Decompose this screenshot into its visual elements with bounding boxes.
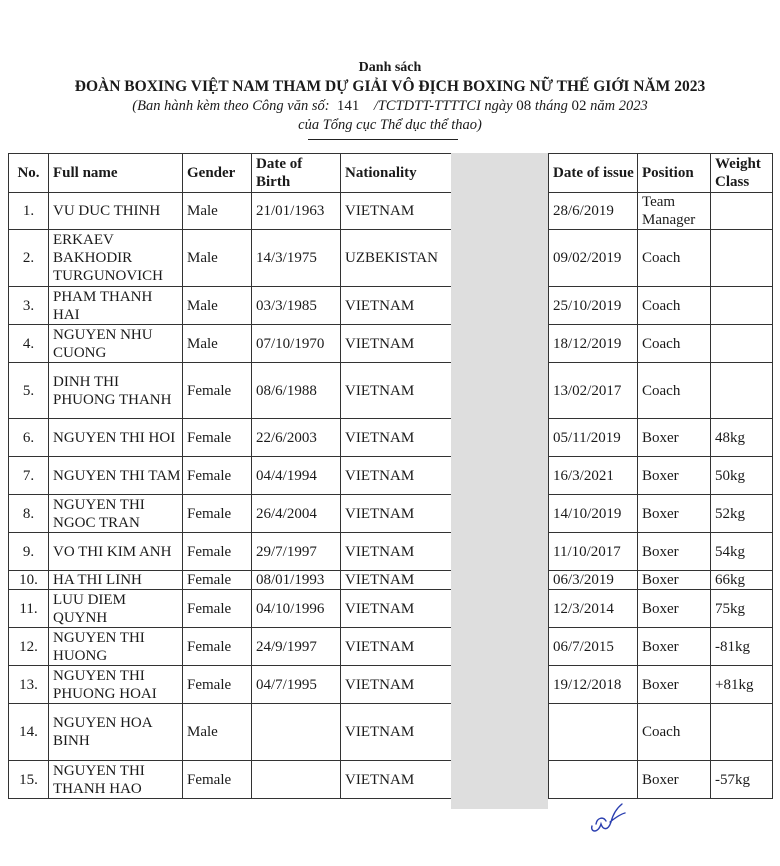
cell-weight-class: -81kg <box>711 628 773 666</box>
cell-dob: 24/9/1997 <box>252 628 341 666</box>
cell-nationality: VIETNAM <box>341 419 452 457</box>
cell-weight-class: 50kg <box>711 457 773 495</box>
table-row <box>9 571 452 590</box>
table-row <box>9 495 452 533</box>
cell-nationality: VIETNAM <box>341 193 452 230</box>
col-header-dob: Date of Birth <box>252 154 341 193</box>
cell-weight-class: +81kg <box>711 666 773 704</box>
col-header-full-name: Full name <box>49 154 183 193</box>
cell-full-name: VO THI KIM ANH <box>49 533 183 571</box>
cell-no: 1. <box>9 193 49 230</box>
cell-nationality: VIETNAM <box>341 533 452 571</box>
cell-full-name: VU DUC THINH <box>49 193 183 230</box>
cell-nationality: VIETNAM <box>341 363 452 419</box>
col-header-no: No. <box>9 154 49 193</box>
cell-dob: 14/3/1975 <box>252 230 341 287</box>
cell-dob: 08/6/1988 <box>252 363 341 419</box>
cell-no: 8. <box>9 495 49 533</box>
cell-no: 12. <box>9 628 49 666</box>
cell-gender: Female <box>183 666 252 704</box>
cell-date-of-issue: 18/12/2019 <box>549 325 638 363</box>
cell-gender: Male <box>183 325 252 363</box>
cell-nationality: VIETNAM <box>341 666 452 704</box>
cell-no: 7. <box>9 457 49 495</box>
issuer-line: của Tổng cục Thể dục thể thao) <box>298 117 482 133</box>
cell-position: Coach <box>638 325 711 363</box>
table-row <box>9 761 452 799</box>
table-row <box>549 761 773 799</box>
table-row <box>549 495 773 533</box>
cell-date-of-issue: 25/10/2019 <box>549 287 638 325</box>
cell-gender: Female <box>183 419 252 457</box>
cell-full-name: NGUYEN HOA BINH <box>49 704 183 761</box>
cell-weight-class <box>711 193 773 230</box>
table-row <box>9 193 452 230</box>
cell-gender: Female <box>183 761 252 799</box>
table-row <box>549 571 773 590</box>
cell-nationality: VIETNAM <box>341 457 452 495</box>
table-row <box>549 590 773 628</box>
decree-number: 141 <box>336 98 360 114</box>
cell-no: 14. <box>9 704 49 761</box>
table-row <box>9 628 452 666</box>
table-row <box>9 325 452 363</box>
cell-date-of-issue: 19/12/2018 <box>549 666 638 704</box>
cell-full-name: ERKAEV BAKHODIR TURGUNOVICH <box>49 230 183 287</box>
decree-code: /TCTDTT-TTTTCI ngày <box>373 98 513 114</box>
col-header-date-of-issue: Date of issue <box>549 154 638 193</box>
cell-weight-class <box>711 704 773 761</box>
table-row <box>549 704 773 761</box>
table-row <box>9 287 452 325</box>
cell-dob: 04/10/1996 <box>252 590 341 628</box>
cell-gender: Male <box>183 704 252 761</box>
decree-prefix: (Ban hành kèm theo Công văn số: <box>132 98 330 114</box>
cell-position: Boxer <box>638 761 711 799</box>
cell-dob: 04/4/1994 <box>252 457 341 495</box>
cell-no: 11. <box>9 590 49 628</box>
cell-nationality: VIETNAM <box>341 495 452 533</box>
table-row <box>9 533 452 571</box>
cell-dob: 22/6/2003 <box>252 419 341 457</box>
cell-nationality: VIETNAM <box>341 287 452 325</box>
right-table-body <box>549 154 773 799</box>
cell-position: Boxer <box>638 457 711 495</box>
signature-mark <box>588 800 628 836</box>
cell-full-name: NGUYEN THI HUONG <box>49 628 183 666</box>
redacted-column <box>451 153 548 809</box>
header-divider <box>308 139 458 140</box>
col-header-weight-class: Weight Class <box>711 154 773 193</box>
cell-gender: Male <box>183 230 252 287</box>
cell-weight-class: 54kg <box>711 533 773 571</box>
cell-position: Boxer <box>638 628 711 666</box>
cell-position: Team Manager <box>638 193 711 230</box>
table-row <box>549 287 773 325</box>
table-row <box>549 457 773 495</box>
table-row <box>549 666 773 704</box>
cell-full-name: NGUYEN THI HOI <box>49 419 183 457</box>
cell-weight-class <box>711 230 773 287</box>
cell-gender: Female <box>183 590 252 628</box>
cell-date-of-issue <box>549 761 638 799</box>
cell-position: Coach <box>638 363 711 419</box>
cell-gender: Male <box>183 287 252 325</box>
cell-no: 13. <box>9 666 49 704</box>
table-row <box>9 590 452 628</box>
cell-weight-class: 52kg <box>711 495 773 533</box>
decree-month: 02 <box>571 98 587 114</box>
cell-dob <box>252 761 341 799</box>
cell-no: 6. <box>9 419 49 457</box>
cell-position: Boxer <box>638 590 711 628</box>
delegation-table-left <box>8 153 452 799</box>
cell-no: 10. <box>9 571 49 590</box>
decree-day: 08 <box>516 98 532 114</box>
cell-weight-class: -57kg <box>711 761 773 799</box>
cell-nationality: VIETNAM <box>341 761 452 799</box>
decree-year: năm 2023 <box>590 98 648 114</box>
cell-nationality: VIETNAM <box>341 571 452 590</box>
cell-dob: 07/10/1970 <box>252 325 341 363</box>
cell-date-of-issue <box>549 704 638 761</box>
cell-date-of-issue: 11/10/2017 <box>549 533 638 571</box>
table-row <box>9 363 452 419</box>
header-row <box>9 154 452 193</box>
cell-no: 9. <box>9 533 49 571</box>
cell-full-name: NGUYEN NHU CUONG <box>49 325 183 363</box>
month-word: tháng <box>534 98 568 114</box>
cell-gender: Female <box>183 495 252 533</box>
table-row <box>549 363 773 419</box>
cell-full-name: PHAM THANH HAI <box>49 287 183 325</box>
table-row <box>9 704 452 761</box>
cell-full-name: HA THI LINH <box>49 571 183 590</box>
cell-nationality: VIETNAM <box>341 325 452 363</box>
cell-date-of-issue: 05/11/2019 <box>549 419 638 457</box>
cell-weight-class <box>711 325 773 363</box>
col-header-position: Position <box>638 154 711 193</box>
table-row <box>9 457 452 495</box>
cell-full-name: DINH THI PHUONG THANH <box>49 363 183 419</box>
table-row <box>549 325 773 363</box>
cell-no: 4. <box>9 325 49 363</box>
left-table-body <box>9 154 452 799</box>
cell-position: Coach <box>638 287 711 325</box>
cell-date-of-issue: 16/3/2021 <box>549 457 638 495</box>
cell-weight-class <box>711 363 773 419</box>
cell-weight-class: 75kg <box>711 590 773 628</box>
cell-dob: 03/3/1985 <box>252 287 341 325</box>
cell-gender: Male <box>183 193 252 230</box>
cell-date-of-issue: 13/02/2017 <box>549 363 638 419</box>
delegation-table-right <box>548 153 773 799</box>
cell-gender: Female <box>183 363 252 419</box>
cell-full-name: NGUYEN THI THANH HAO <box>49 761 183 799</box>
cell-full-name: NGUYEN THI NGOC TRAN <box>49 495 183 533</box>
cell-full-name: LUU DIEM QUYNH <box>49 590 183 628</box>
cell-dob: 29/7/1997 <box>252 533 341 571</box>
decree-line <box>0 98 780 115</box>
cell-no: 15. <box>9 761 49 799</box>
table-row <box>9 666 452 704</box>
cell-position: Boxer <box>638 419 711 457</box>
cell-dob: 08/01/1993 <box>252 571 341 590</box>
cell-dob: 04/7/1995 <box>252 666 341 704</box>
table-row <box>9 419 452 457</box>
cell-position: Boxer <box>638 495 711 533</box>
cell-dob: 21/01/1963 <box>252 193 341 230</box>
cell-gender: Female <box>183 457 252 495</box>
cell-nationality: VIETNAM <box>341 628 452 666</box>
cell-weight-class <box>711 287 773 325</box>
cell-position: Coach <box>638 704 711 761</box>
table-row <box>549 193 773 230</box>
table-row <box>549 419 773 457</box>
cell-nationality: VIETNAM <box>341 704 452 761</box>
cell-gender: Female <box>183 628 252 666</box>
cell-gender: Female <box>183 571 252 590</box>
cell-full-name: NGUYEN THI PHUONG HOAI <box>49 666 183 704</box>
cell-date-of-issue: 06/7/2015 <box>549 628 638 666</box>
cell-full-name: NGUYEN THI TAM <box>49 457 183 495</box>
cell-weight-class: 66kg <box>711 571 773 590</box>
cell-position: Boxer <box>638 571 711 590</box>
table-row <box>549 533 773 571</box>
cell-date-of-issue: 12/3/2014 <box>549 590 638 628</box>
table-row <box>9 230 452 287</box>
col-header-gender: Gender <box>183 154 252 193</box>
table-row <box>549 230 773 287</box>
cell-position: Boxer <box>638 666 711 704</box>
cell-no: 3. <box>9 287 49 325</box>
cell-position: Boxer <box>638 533 711 571</box>
cell-no: 2. <box>9 230 49 287</box>
cell-nationality: UZBEKISTAN <box>341 230 452 287</box>
cell-date-of-issue: 14/10/2019 <box>549 495 638 533</box>
cell-no: 5. <box>9 363 49 419</box>
cell-nationality: VIETNAM <box>341 590 452 628</box>
cell-gender: Female <box>183 533 252 571</box>
document-subtitle: ĐOÀN BOXING VIỆT NAM THAM DỰ GIẢI VÔ ĐỊCH BOXING NỮ THẾ GIỚI NĂM 2023 <box>74 78 706 95</box>
cell-date-of-issue: 28/6/2019 <box>549 193 638 230</box>
header-row <box>549 154 773 193</box>
cell-weight-class: 48kg <box>711 419 773 457</box>
cell-dob: 26/4/2004 <box>252 495 341 533</box>
document-title: Danh sách <box>358 60 422 75</box>
cell-date-of-issue: 09/02/2019 <box>549 230 638 287</box>
cell-date-of-issue: 06/3/2019 <box>549 571 638 590</box>
col-header-nationality: Nationality <box>341 154 452 193</box>
cell-position: Coach <box>638 230 711 287</box>
table-row <box>549 628 773 666</box>
cell-dob <box>252 704 341 761</box>
